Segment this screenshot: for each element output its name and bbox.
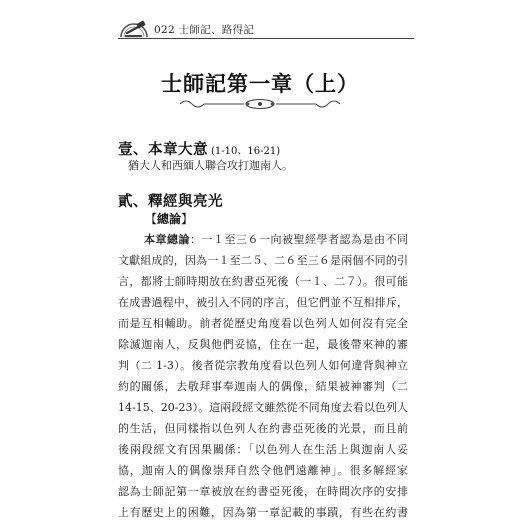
commentary-paragraph bbox=[118, 229, 408, 523]
text-line: 除滅迦南人，反與他們妥協，住在一起，最後帶來神的審 bbox=[118, 338, 408, 351]
section-heading-summary bbox=[118, 138, 280, 159]
book-logo-icon bbox=[118, 17, 150, 39]
page-number: 022 bbox=[154, 24, 175, 36]
text-line: 約的關係，去敬拜事奉迦南人的偶像，結果被神審判（二 bbox=[118, 380, 408, 393]
text-line: 認為士師記第一章被放在約書亞死後，在時間次序的安排 bbox=[118, 485, 408, 498]
text-line: 判（二 1-3）。後者從宗教角度看以色列人如何違背與神立 bbox=[118, 359, 408, 372]
text-line: 文獻組成的，因為一１至二５、二６至三６是兩個不同的引 bbox=[118, 254, 408, 267]
book-title: 士師記、路得記 bbox=[178, 24, 255, 36]
text-line: 在成書過程中，被引入不同的序言，但它們並不互相排斥， bbox=[118, 296, 408, 309]
verse-range: (1-10、16-21) bbox=[211, 146, 281, 157]
chapter-title: 士師記第一章（上） bbox=[161, 71, 359, 96]
ornament-divider bbox=[178, 97, 342, 111]
running-header bbox=[0, 0, 520, 40]
section-heading-exegesis bbox=[118, 190, 223, 211]
section-title: 貳、釋經與亮光 bbox=[118, 193, 223, 210]
text-line: 協，迦南人的偶像崇拜自然令他們遠離神」。很多解經家 bbox=[118, 464, 408, 477]
text-line: 後兩段經文有因果關係：「以色列人在生活上與迦南人妥 bbox=[118, 443, 408, 456]
section-title: 壹、本章大意 bbox=[118, 141, 208, 158]
summary-text: 猶大人和西緬人聯合攻打迦南人。 bbox=[128, 159, 293, 172]
lead-phrase: 本章總論 bbox=[144, 233, 190, 246]
header-divider bbox=[118, 38, 414, 39]
subheading-label: 總論 bbox=[157, 212, 182, 226]
subheading-overview: 【總論】 bbox=[145, 212, 194, 226]
header-text bbox=[154, 22, 254, 37]
text-line: 上有歷史上的困難，因為第一章記載的事蹟，有些在約書 bbox=[118, 506, 408, 519]
text-line: 14-15、20-23）。這兩段經文雖然從不同角度去看以色列人 bbox=[118, 401, 408, 414]
text-line: 言，都將士師時期放在約書亞死後（一１、二７）。很可能 bbox=[118, 275, 408, 288]
text-line: 本章總論：一１至三６一向被聖經學者認為是由不同 bbox=[144, 233, 408, 246]
text-line: 的生活，但同樣指以色列人在約書亞死後的光景，而且前 bbox=[118, 422, 408, 435]
text-line: 而是互相輔助。前者從歷史角度看以色列人如何沒有完全 bbox=[118, 317, 408, 330]
